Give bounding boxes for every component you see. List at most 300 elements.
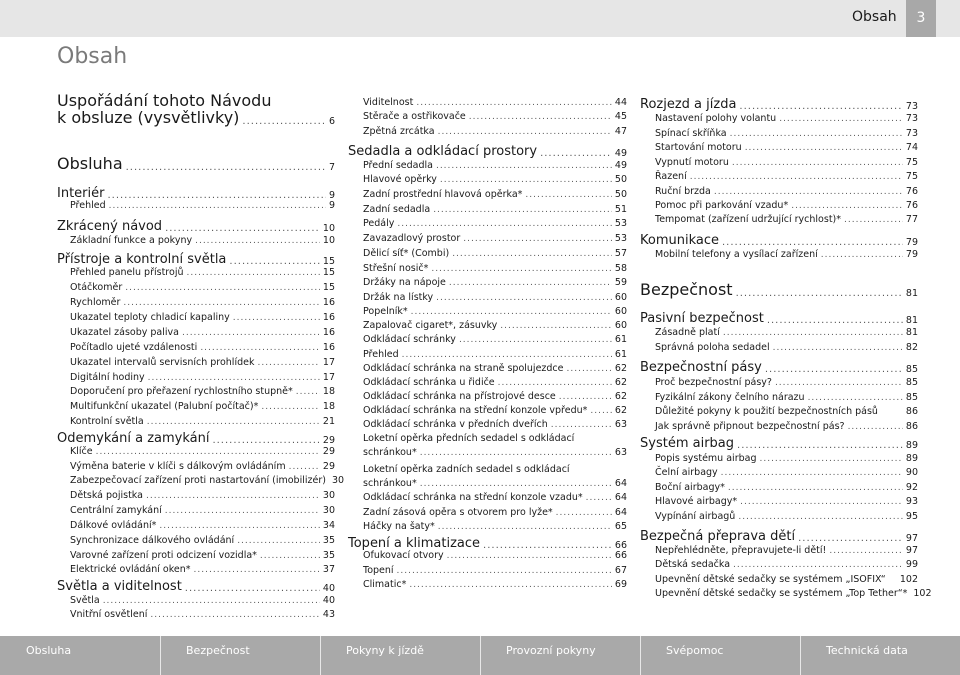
toc-page-number: 29 xyxy=(322,435,335,446)
toc-subentry[interactable] xyxy=(655,406,918,417)
dot-leader xyxy=(590,406,612,416)
toc-subentry[interactable] xyxy=(655,327,918,338)
toc-subentry[interactable] xyxy=(363,377,627,388)
dot-leader xyxy=(737,440,903,451)
toc-page-number: 49 xyxy=(614,148,627,159)
toc-entry-title: Rozjezd a jízda xyxy=(640,97,737,112)
toc-entry-title: Čelní airbagy xyxy=(655,467,718,478)
toc-subentry[interactable] xyxy=(655,377,918,388)
toc-entry-title: Centrální zamykání xyxy=(70,505,162,516)
toc-subentry[interactable] xyxy=(655,467,918,478)
toc-entry-title: Zapalovač cigaret*, zásuvky xyxy=(363,320,498,331)
toc-subentry[interactable] xyxy=(363,349,627,360)
toc-page-number: 16 xyxy=(322,342,335,353)
toc-entry-title: Fyzikální zákony čelního nárazu xyxy=(655,392,805,403)
toc-entry-title: Odkládací schránka na straně spolujezdce xyxy=(363,363,564,374)
toc-entry-title: Proč bezpečnostní pásy? xyxy=(655,377,772,388)
toc-page-number: 79 xyxy=(905,237,918,248)
toc-page-number: 60 xyxy=(614,320,627,331)
toc-subentry[interactable] xyxy=(363,464,627,475)
dot-leader xyxy=(212,435,319,446)
toc-entry-title: Přehled xyxy=(70,200,106,211)
toc-subentry[interactable] xyxy=(70,490,335,501)
dot-leader xyxy=(438,127,612,137)
toc-page-number: 7 xyxy=(328,162,335,173)
toc-entry-title: Bezpečná přeprava dětí xyxy=(640,529,796,544)
toc-page-number: 64 xyxy=(614,492,627,503)
dot-leader xyxy=(767,315,903,326)
dot-leader xyxy=(540,148,612,159)
toc-page-number: 102 xyxy=(913,588,932,599)
toc-page-number: 58 xyxy=(614,263,627,274)
toc-entry-title: Vnitřní osvětlení xyxy=(70,609,148,620)
dot-leader xyxy=(525,190,612,200)
toc-entry-title: Ruční brzda xyxy=(655,186,711,197)
toc-subentry[interactable] xyxy=(655,249,918,260)
toc-page-number: 102 xyxy=(899,574,918,585)
toc-entry-title: Střešní nosič* xyxy=(363,263,429,274)
footer-tab[interactable]: Svépomoc xyxy=(666,644,724,657)
toc-entry-title: Rychloměr xyxy=(70,297,121,308)
toc-subentry[interactable] xyxy=(70,386,335,397)
toc-section-heading[interactable] xyxy=(640,97,918,112)
footer-tab[interactable]: Technická data xyxy=(826,644,908,657)
toc-subentry[interactable] xyxy=(363,492,627,503)
toc-entry-title: Tempomat (zařízení udržující rychlost)* xyxy=(655,214,842,225)
toc-section-heading[interactable] xyxy=(57,252,335,267)
dot-leader xyxy=(420,448,612,458)
toc-subentry[interactable] xyxy=(363,277,627,288)
dot-leader xyxy=(438,522,612,532)
toc-page-number: 66 xyxy=(614,540,627,551)
toc-page-number: 51 xyxy=(614,204,627,215)
toc-page-number: 15 xyxy=(322,282,335,293)
toc-entry-title: Popelník* xyxy=(363,306,408,317)
toc-subentry[interactable] xyxy=(363,565,627,576)
dot-leader xyxy=(730,129,903,139)
toc-subentry[interactable] xyxy=(70,200,335,211)
dot-leader xyxy=(732,158,903,168)
toc-entry-title: Světla a viditelnost xyxy=(57,579,182,594)
dot-leader xyxy=(773,343,903,353)
toc-page-number: 74 xyxy=(905,142,918,153)
toc-subentry[interactable] xyxy=(363,521,627,532)
toc-section-heading[interactable] xyxy=(57,186,335,201)
toc-entry-title: Pedály xyxy=(363,218,395,229)
toc-page-number: 85 xyxy=(905,364,918,375)
toc-subentry[interactable] xyxy=(70,475,345,486)
toc-page-number: 50 xyxy=(614,174,627,185)
toc-entry-title: Vypnutí motoru xyxy=(655,157,729,168)
toc-page-number: 53 xyxy=(614,233,627,244)
toc-entry-title: schránkou* xyxy=(363,478,417,489)
toc-subentry[interactable] xyxy=(655,496,918,507)
toc-entry-title: Viditelnost xyxy=(363,97,414,108)
toc-subentry[interactable] xyxy=(655,186,918,197)
toc-section-heading[interactable] xyxy=(57,431,335,446)
toc-subentry[interactable] xyxy=(70,609,335,620)
dot-leader xyxy=(159,521,320,531)
toc-subentry[interactable] xyxy=(363,507,627,518)
running-header-title: Obsah xyxy=(852,9,897,25)
toc-subentry[interactable] xyxy=(363,320,627,331)
dot-leader xyxy=(409,580,612,590)
toc-entry-title: Zabezpečovací zařízení proti nastartování (imobilizér) xyxy=(70,475,326,486)
toc-subentry[interactable] xyxy=(363,111,627,122)
toc-page-number: 85 xyxy=(905,392,918,403)
toc-subentry[interactable] xyxy=(70,446,335,457)
dot-leader xyxy=(738,512,903,522)
toc-entry-title: Háčky na šaty* xyxy=(363,521,435,532)
dot-leader xyxy=(567,364,612,374)
toc-page-number: 47 xyxy=(614,126,627,137)
toc-entry-title: Hlavové opěrky xyxy=(363,174,437,185)
dot-leader xyxy=(449,278,612,288)
toc-page-number: 29 xyxy=(322,446,335,457)
dot-leader xyxy=(469,112,612,122)
toc-entry-title: Odkládací schránka v předních dveřích xyxy=(363,419,548,430)
toc-entry-title: Upevnění dětské sedačky se systémem „Top Tether“* xyxy=(655,588,908,599)
toc-section-heading[interactable] xyxy=(640,529,918,544)
toc-page-number: 35 xyxy=(322,550,335,561)
toc-page-number: 50 xyxy=(614,189,627,200)
toc-page-number: 40 xyxy=(322,583,335,594)
toc-subentry[interactable] xyxy=(70,416,335,427)
page-title: Obsah xyxy=(57,44,128,69)
toc-entry-title: Vypínání airbagů xyxy=(655,511,736,522)
toc-subentry[interactable] xyxy=(655,545,918,556)
dot-leader xyxy=(559,392,612,402)
toc-subentry[interactable] xyxy=(363,306,627,317)
header-band xyxy=(0,0,960,37)
footer-tab[interactable]: Pokyny k jízdě xyxy=(346,644,424,657)
toc-entry-title: Důležité pokyny k použití bezpečnostních pásů xyxy=(655,406,878,417)
dot-leader xyxy=(452,249,612,259)
toc-subentry[interactable] xyxy=(655,342,918,353)
toc-entry-title: Světla xyxy=(70,595,100,606)
toc-page-number: 95 xyxy=(905,511,918,522)
dot-leader xyxy=(728,483,903,493)
toc-entry-title: Zkrácený návod xyxy=(57,219,163,234)
toc-subentry[interactable] xyxy=(363,204,627,215)
toc-page-number: 15 xyxy=(322,267,335,278)
footer-tab-divider xyxy=(320,636,321,675)
toc-subentry[interactable] xyxy=(70,357,335,368)
dot-leader xyxy=(146,491,320,501)
toc-subentry[interactable] xyxy=(70,595,335,606)
dot-leader xyxy=(586,493,612,503)
toc-subentry[interactable] xyxy=(363,447,627,458)
toc-section-heading[interactable] xyxy=(640,436,918,451)
footer-tab[interactable]: Bezpečnost xyxy=(186,644,250,657)
dot-leader xyxy=(229,256,320,267)
toc-entry-title: Odkládací schránky xyxy=(363,334,456,345)
toc-subentry[interactable] xyxy=(363,160,627,171)
toc-subentry[interactable] xyxy=(363,363,627,374)
toc-subentry[interactable] xyxy=(70,550,335,561)
toc-subentry[interactable] xyxy=(655,511,918,522)
toc-page-number: 69 xyxy=(614,579,627,590)
toc-entry-title: Ukazatel teploty chladicí kapaliny xyxy=(70,312,230,323)
dot-leader xyxy=(150,610,320,620)
toc-entry-title: Loketní opěrka předních sedadel s odkládací xyxy=(363,433,575,444)
toc-subentry[interactable] xyxy=(655,157,918,168)
toc-page-number: 18 xyxy=(322,386,335,397)
toc-subentry[interactable] xyxy=(363,433,627,444)
footer-tab[interactable]: Provozní pokyny xyxy=(506,644,596,657)
toc-entry-title: Jak správně připnout bezpečnostní pás? xyxy=(655,421,845,432)
dot-leader xyxy=(690,172,903,182)
toc-subentry[interactable] xyxy=(70,312,335,323)
dot-leader xyxy=(123,298,320,308)
toc-subentry[interactable] xyxy=(363,218,627,229)
toc-entry-title: Loketní opěrka zadních sedadel s odkládací xyxy=(363,464,570,475)
toc-entry-title: Výměna baterie v klíči s dálkovým ovládáním xyxy=(70,461,286,472)
dot-leader xyxy=(745,143,903,153)
toc-page-number: 76 xyxy=(905,186,918,197)
dot-leader xyxy=(714,187,903,197)
toc-page-number: 49 xyxy=(614,160,627,171)
dot-leader xyxy=(556,508,612,518)
toc-subentry[interactable] xyxy=(70,564,335,575)
toc-subentry[interactable] xyxy=(363,292,627,303)
toc-subentry[interactable] xyxy=(70,505,335,516)
toc-page-number: 77 xyxy=(905,214,918,225)
toc-section-heading[interactable] xyxy=(57,108,335,127)
toc-subentry[interactable] xyxy=(363,189,627,200)
toc-page-number: 93 xyxy=(905,496,918,507)
toc-page-number: 65 xyxy=(614,521,627,532)
dot-leader xyxy=(109,201,326,211)
toc-page-number: 99 xyxy=(905,559,918,570)
toc-section-heading[interactable] xyxy=(348,536,627,551)
toc-subentry[interactable] xyxy=(655,588,932,599)
toc-section-heading[interactable] xyxy=(640,280,918,299)
toc-page-number: 16 xyxy=(322,297,335,308)
toc-subentry[interactable] xyxy=(70,401,335,412)
toc-subentry[interactable] xyxy=(70,535,335,546)
toc-subentry[interactable] xyxy=(363,174,627,185)
toc-entry-title: Zavazadlový prostor xyxy=(363,233,461,244)
toc-page-number: 89 xyxy=(905,440,918,451)
toc-subentry[interactable] xyxy=(363,263,627,274)
dot-leader xyxy=(165,223,320,234)
toc-entry-title: Boční airbagy* xyxy=(655,482,725,493)
dot-leader xyxy=(147,417,320,427)
toc-subentry[interactable] xyxy=(655,453,918,464)
toc-entry-title: Otáčkoměr xyxy=(70,282,123,293)
dot-leader xyxy=(257,358,319,368)
toc-entry-title: Multifunkční ukazatel (Palubní počítač)* xyxy=(70,401,259,412)
toc-page-number: 76 xyxy=(905,200,918,211)
toc-entry-title: k obsluze (vysvětlivky) xyxy=(57,108,240,127)
toc-section-heading[interactable] xyxy=(57,154,335,173)
toc-page-number: 18 xyxy=(322,401,335,412)
toc-entry-title: Dětská pojistka xyxy=(70,490,143,501)
toc-subentry[interactable] xyxy=(655,482,918,493)
toc-page-number: 10 xyxy=(322,223,335,234)
toc-entry-title: Topení a klimatizace xyxy=(348,536,481,551)
toc-section-heading[interactable] xyxy=(57,219,335,234)
toc-subentry[interactable] xyxy=(70,327,335,338)
toc-entry-title: Hlavové airbagy* xyxy=(655,496,738,507)
dot-leader xyxy=(848,422,903,432)
toc-section-heading[interactable] xyxy=(57,579,335,594)
dot-leader xyxy=(402,350,612,360)
dot-leader xyxy=(103,596,320,606)
dot-leader xyxy=(722,237,903,248)
toc-entry-title: Pasivní bezpečnost xyxy=(640,311,764,326)
toc-page-number: 86 xyxy=(905,421,918,432)
dot-leader xyxy=(723,328,903,338)
dot-leader xyxy=(411,307,612,317)
dot-leader xyxy=(779,114,903,124)
toc-entry-title: Správná poloha sedadel xyxy=(655,342,770,353)
dot-leader xyxy=(148,373,320,383)
toc-section-heading[interactable] xyxy=(348,144,627,159)
toc-entry-title: Držák na lístky xyxy=(363,292,434,303)
dot-leader xyxy=(821,250,903,260)
toc-subentry[interactable] xyxy=(70,520,335,531)
toc-entry-title: Odkládací schránka na střední konzole vzadu* xyxy=(363,492,583,503)
toc-subentry[interactable] xyxy=(363,233,627,244)
toc-subentry[interactable] xyxy=(655,113,918,124)
toc-subentry[interactable] xyxy=(70,297,335,308)
dot-leader xyxy=(96,447,320,457)
toc-page-number: 45 xyxy=(614,111,627,122)
toc-page-number: 35 xyxy=(322,535,335,546)
toc-entry-title: Odemykání a zamykání xyxy=(57,431,210,446)
toc-entry-title: Dělicí síť* (Combi) xyxy=(363,248,450,259)
toc-page-number: 97 xyxy=(905,545,918,556)
toc-subentry[interactable] xyxy=(70,267,335,278)
toc-subentry[interactable] xyxy=(70,372,335,383)
dot-leader xyxy=(289,462,320,472)
dot-leader xyxy=(200,343,320,353)
dot-leader xyxy=(397,219,612,229)
dot-leader xyxy=(397,566,612,576)
toc-page-number: 62 xyxy=(614,405,627,416)
dot-leader xyxy=(185,583,320,594)
toc-entry-title: Spínací skříňka xyxy=(655,128,727,139)
toc-subentry[interactable] xyxy=(70,342,335,353)
toc-subentry[interactable] xyxy=(363,550,627,561)
toc-subentry[interactable] xyxy=(70,235,335,246)
toc-section-heading[interactable] xyxy=(640,360,918,375)
toc-subentry[interactable] xyxy=(655,142,918,153)
dot-leader xyxy=(775,378,903,388)
toc-page-number: 29 xyxy=(322,461,335,472)
footer-tab-divider xyxy=(480,636,481,675)
toc-page-number: 75 xyxy=(905,157,918,168)
toc-subentry[interactable] xyxy=(655,214,918,225)
toc-subentry[interactable] xyxy=(655,421,918,432)
toc-entry-title: Přední sedadla xyxy=(363,160,433,171)
toc-page-number: 6 xyxy=(328,116,335,127)
toc-subentry[interactable] xyxy=(363,579,627,590)
page-number: 3 xyxy=(906,0,936,37)
toc-entry-title: Zpětná zrcátka xyxy=(363,126,435,137)
toc-page-number: 59 xyxy=(614,277,627,288)
dot-leader xyxy=(829,546,903,556)
dot-leader xyxy=(261,402,320,412)
toc-page-number: 10 xyxy=(322,235,335,246)
toc-subentry[interactable] xyxy=(363,478,627,489)
dot-leader xyxy=(463,234,612,244)
toc-page-number: 82 xyxy=(905,342,918,353)
toc-entry-title: Přehled panelu přístrojů xyxy=(70,267,184,278)
toc-subentry[interactable] xyxy=(363,248,627,259)
toc-page-number: 30 xyxy=(322,505,335,516)
toc-entry-title: Počítadlo ujeté vzdálenosti xyxy=(70,342,198,353)
toc-subentry[interactable] xyxy=(363,405,627,416)
toc-page-number: 44 xyxy=(614,97,627,108)
toc-subentry[interactable] xyxy=(363,419,627,430)
toc-entry-title: Přehled xyxy=(363,349,399,360)
toc-page-number: 60 xyxy=(614,306,627,317)
toc-section-heading[interactable] xyxy=(640,233,918,248)
toc-entry-title: Startování motoru xyxy=(655,142,742,153)
toc-page-number: 37 xyxy=(322,564,335,575)
toc-subentry[interactable] xyxy=(655,574,918,585)
toc-entry-title: Odkládací schránka u řidiče xyxy=(363,377,495,388)
toc-entry-title: Popis systému airbag xyxy=(655,453,757,464)
toc-entry-title: Doporučení pro přeřazení rychlostního stupně* xyxy=(70,386,293,397)
dot-leader xyxy=(551,420,612,430)
toc-entry-title: Nepřehlédněte, přepravujete-li dětí! xyxy=(655,545,827,556)
toc-subentry[interactable] xyxy=(655,128,918,139)
toc-subentry[interactable] xyxy=(363,391,627,402)
dot-leader xyxy=(233,313,320,323)
dot-leader xyxy=(237,536,320,546)
toc-subentry[interactable] xyxy=(363,97,627,108)
toc-page-number: 81 xyxy=(905,327,918,338)
dot-leader xyxy=(798,533,903,544)
toc-subentry[interactable] xyxy=(70,461,335,472)
toc-page-number: 16 xyxy=(322,327,335,338)
toc-page-number: 40 xyxy=(322,595,335,606)
toc-page-number: 67 xyxy=(614,565,627,576)
dot-leader xyxy=(739,101,902,112)
toc-subentry[interactable] xyxy=(655,171,918,182)
toc-subentry[interactable] xyxy=(363,126,627,137)
toc-subentry[interactable] xyxy=(363,334,627,345)
footer-tab[interactable]: Obsluha xyxy=(26,644,72,657)
toc-entry-title: Systém airbag xyxy=(640,436,735,451)
toc-page-number: 89 xyxy=(905,453,918,464)
dot-leader xyxy=(740,497,903,507)
toc-entry-title: Bezpečnost xyxy=(640,280,733,299)
toc-page-number: 92 xyxy=(905,482,918,493)
toc-subentry[interactable] xyxy=(655,200,918,211)
toc-page-number: 17 xyxy=(322,372,335,383)
toc-entry-title: Zadní zásová opěra s otvorem pro lyže* xyxy=(363,507,553,518)
toc-entry-title: Digitální hodiny xyxy=(70,372,145,383)
toc-subentry[interactable] xyxy=(655,559,918,570)
toc-entry-title: Pomoc při parkování vzadu* xyxy=(655,200,789,211)
toc-section-heading[interactable] xyxy=(640,311,918,326)
dot-leader xyxy=(498,378,612,388)
toc-page-number: 57 xyxy=(614,248,627,259)
toc-page-number: 53 xyxy=(614,218,627,229)
toc-subentry[interactable] xyxy=(655,392,918,403)
toc-page-number: 60 xyxy=(614,292,627,303)
footer-tab-divider xyxy=(640,636,641,675)
dot-leader xyxy=(296,387,320,397)
toc-entry-title: Varovné zařízení proti odcizení vozidla* xyxy=(70,550,257,561)
toc-subentry[interactable] xyxy=(70,282,335,293)
toc-page-number: 81 xyxy=(905,288,918,299)
